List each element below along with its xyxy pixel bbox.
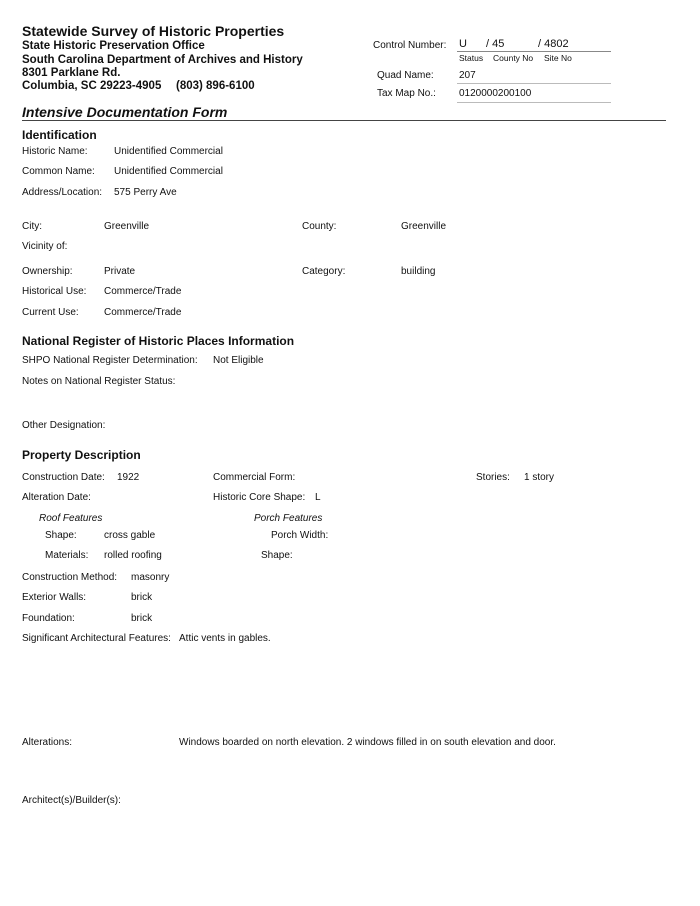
exterior-walls-value: brick [131,592,153,603]
architectural-features-value: Attic vents in gables. [179,633,271,644]
foundation-value: brick [131,613,153,624]
site-no-caption: Site No [544,53,572,63]
form-title: Intensive Documentation Form [22,104,228,120]
roof-shape-label: Shape: [45,530,77,541]
core-shape-label: Historic Core Shape: [213,492,306,503]
office-name: State Historic Preservation Office [22,40,205,52]
category-value: building [401,266,436,277]
property-description-heading: Property Description [22,448,141,462]
street-address: 8301 Parklane Rd. [22,67,121,79]
quad-underline [457,83,611,84]
architect-label: Architect(s)/Builder(s): [22,795,121,806]
nr-notes-label: Notes on National Register Status: [22,376,176,387]
stories-value: 1 story [524,472,555,483]
city-line: Columbia, SC 29223-4905 [22,80,162,92]
roof-features-heading: Roof Features [39,513,103,524]
construction-date-value: 1922 [117,472,140,483]
commercial-form-label: Commercial Form: [213,472,296,483]
current-use-label: Current Use: [22,307,79,318]
porch-features-heading: Porch Features [254,513,323,524]
construction-date-label: Construction Date: [22,472,105,483]
historic-name-value: Unidentified Commercial [114,146,223,157]
county-label: County: [302,221,337,232]
core-shape-value: L [315,492,321,503]
nr-determination-label: SHPO National Register Determination: [22,355,198,366]
alterations-value: Windows boarded on north elevation. 2 windows filled in on south elevation and door. [179,737,556,748]
tax-map-label: Tax Map No.: [377,88,436,99]
roof-shape-value: cross gable [104,530,156,541]
city-value: Greenville [104,221,150,232]
construction-method-label: Construction Method: [22,572,118,583]
department-name: South Carolina Department of Archives and History [22,54,303,66]
address-value: 575 Perry Ave [114,187,177,198]
alteration-date-label: Alteration Date: [22,492,91,503]
control-status: U [459,38,467,50]
tax-map-value: 0120000200100 [459,88,532,99]
category-label: Category: [302,266,346,277]
tax-map-underline [457,102,611,103]
survey-title: Statewide Survey of Historic Properties [22,23,285,39]
historic-name-label: Historic Name: [22,146,88,157]
identification-heading: Identification [22,128,97,142]
construction-method-value: masonry [131,572,170,583]
quad-name-label: Quad Name: [377,70,434,81]
ownership-label: Ownership: [22,266,73,277]
architectural-features-label: Significant Architectural Features: [22,633,171,644]
nrhp-heading: National Register of Historic Places Information [22,334,295,348]
common-name-value: Unidentified Commercial [114,166,223,177]
common-name-label: Common Name: [22,166,95,177]
historical-use-value: Commerce/Trade [104,286,182,297]
address-label: Address/Location: [22,187,103,198]
control-number-underline [457,51,611,52]
other-designation-label: Other Designation: [22,420,106,431]
vicinity-label: Vicinity of: [22,241,68,252]
alterations-label: Alterations: [22,737,73,748]
historical-use-label: Historical Use: [22,286,87,297]
exterior-walls-label: Exterior Walls: [22,592,87,603]
phone-number: (803) 896-6100 [176,80,255,92]
current-use-value: Commerce/Trade [104,307,182,318]
city-label: City: [22,221,42,232]
porch-width-label: Porch Width: [271,530,329,541]
control-county: / 45 [486,38,505,50]
roof-materials-value: rolled roofing [104,550,162,561]
stories-label: Stories: [476,472,510,483]
county-no-caption: County No [493,53,534,63]
county-value: Greenville [401,221,447,232]
quad-name-value: 207 [459,70,476,81]
title-rule [22,120,666,121]
status-caption: Status [459,53,484,63]
nr-determination-value: Not Eligible [213,355,264,366]
foundation-label: Foundation: [22,613,75,624]
control-site: / 4802 [538,38,569,50]
control-number-label: Control Number: [373,40,447,51]
porch-shape-label: Shape: [261,550,293,561]
ownership-value: Private [104,266,136,277]
roof-materials-label: Materials: [45,550,89,561]
